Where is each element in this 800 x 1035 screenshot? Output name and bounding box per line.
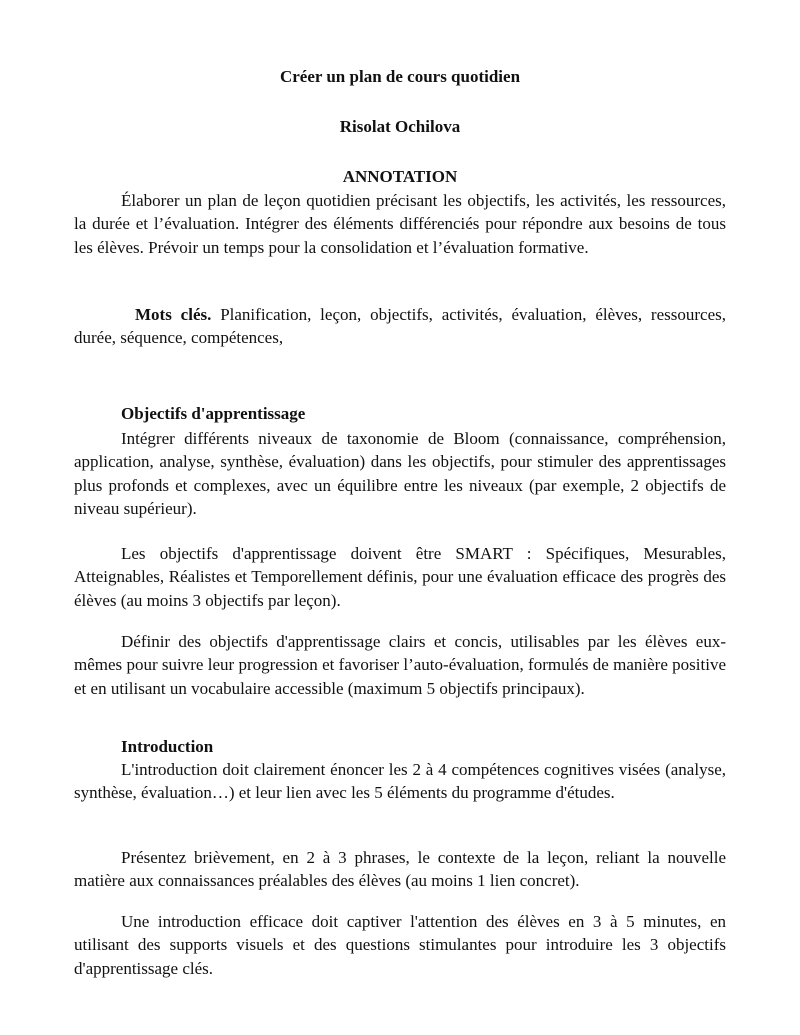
introduction-paragraph-1: L'introduction doit clairement énoncer les 2 à 4 compétences cognitives visées (analyse, synthèse, évaluation…) et leur lien avec les 5 éléments du programme d'études. [74,760,726,803]
keywords-label: Mots clés. [135,305,212,324]
objectifs-paragraph-1: Intégrer différents niveaux de taxonomie de Bloom (connaissance, compréhension, application, analyse, synthèse, évaluation) dans les objectifs, pour stimuler des apprentissages plus profonds et complexes, avec un équilibre entre les niveaux (par exemple, 2 objectifs de niveau supérieur). [74,429,726,518]
objectifs-paragraph-3: Définir des objectifs d'apprentissage clairs et concis, utilisables par les élèves eux-mêmes pour suivre leur progression et favoriser l’auto-évaluation, formulés de manière positive et en utilisant un vocabulaire accessible (maximum 5 objectifs principaux). [74,632,726,698]
keywords-paragraph [74,303,726,350]
section-heading-objectifs: Objectifs d'apprentissage [121,404,306,423]
objectifs-paragraph-2: Les objectifs d'apprentissage doivent être SMART : Spécifiques, Mesurables, Atteignables, Réalistes et Temporellement définis, pour une évaluation efficace des progrès des élèves (au moins 3 objectifs par leçon). [74,544,726,610]
document-author: Risolat Ochilova [339,117,461,136]
introduction-paragraph-3: Une introduction efficace doit captiver l'attention des élèves en 3 à 5 minutes, en utilisant des supports visuels et des questions stimulantes pour introduire les 3 objectifs d'apprentissage clés. [74,912,726,978]
section-heading-introduction: Introduction [121,737,214,756]
document-title: Créer un plan de cours quotidien [279,67,521,86]
annotation-paragraph: Élaborer un plan de leçon quotidien précisant les objectifs, les activités, les ressources, la durée et l’évaluation. Intégrer des éléments différenciés pour répondre aux besoins de tous les élèves. Prévoir un temps pour la consolidation et l’évaluation formative. [74,191,726,257]
keywords-text: Planification, leçon, objectifs, activités, évaluation, élèves, ressources, durée, séquence, compétences, [74,305,726,348]
annotation-heading: ANNOTATION [342,167,458,186]
introduction-paragraph-2: Présentez brièvement, en 2 à 3 phrases, le contexte de la leçon, reliant la nouvelle matière aux connaissances préalables des élèves (au moins 1 lien concret). [74,848,726,891]
